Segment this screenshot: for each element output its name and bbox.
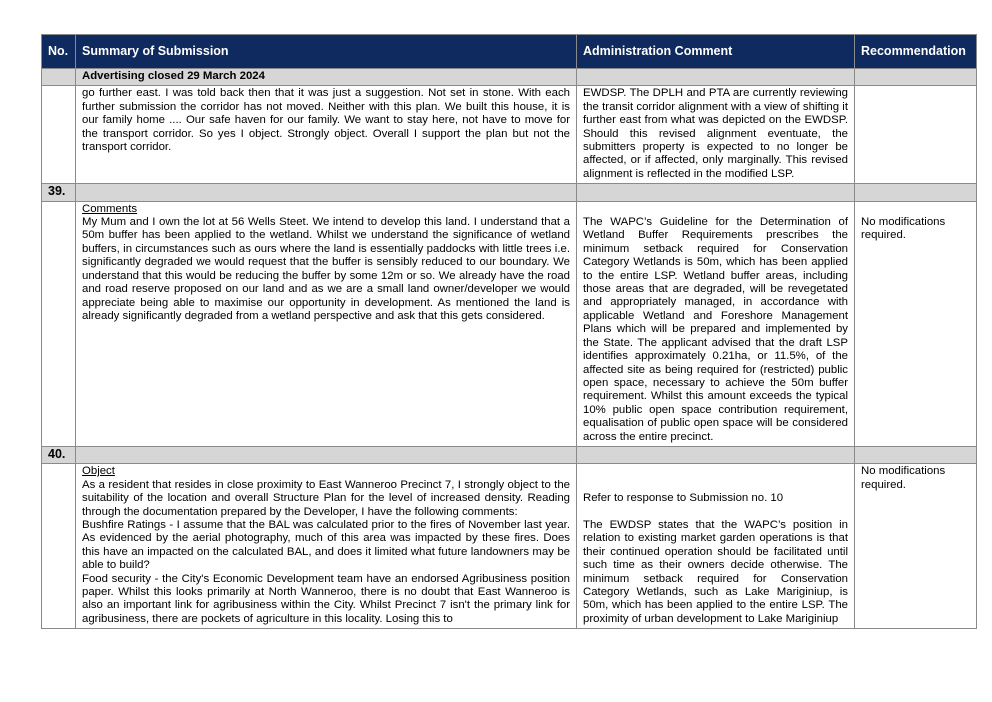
submission-type: Object xyxy=(82,465,115,478)
summary-cell xyxy=(76,201,577,446)
submission-number-row xyxy=(42,446,977,463)
summary-cell: go further east. I was told back then that it was just a suggestion. Not set in stone. With each further submission the corridor has not moved. Neither with this plan. We built this house, it is our family home .... Our safe haven for our family. We want to stay here, not have to move for the transport corridor. So yes I object. Strongly object. Overall I support the plan but not the transport corridor. xyxy=(76,86,577,184)
advertising-closed-label: Advertising closed 29 March 2024 xyxy=(76,69,577,86)
comment-paragraph: The EWDSP states that the WAPC’s position in relation to existing market garden operations is that their continued operation should be facilitated until such time as their owners decide otherwise. The minimum setback required for Conservation Category Wetlands, such as Lake Mariginiup, is 50m, which has been applied to the entire LSP. The proximity of urban development to Lake Mariginiup xyxy=(583,518,848,625)
header-comment: Administration Comment xyxy=(577,35,855,69)
advertising-row xyxy=(42,69,977,86)
submission-number: 40. xyxy=(42,446,76,463)
submission-number-row xyxy=(42,184,977,201)
recommendation-cell xyxy=(855,201,977,446)
comment-cell: EWDSP. The DPLH and PTA are currently reviewing the transit corridor alignment with a view of shifting it further east from what was depicted on the EWDSP. Should this revised alignment eventuate, the submitters property is expected to no longer be affected, or if affected, only marginally. This revised alignment is reflected in the modified LSP. xyxy=(577,86,855,184)
recommendation-cell xyxy=(855,464,977,629)
header-summary: Summary of Submission xyxy=(76,35,577,69)
submission-type: Comments xyxy=(82,202,138,215)
submission-number: 39. xyxy=(42,184,76,201)
comment-paragraph: Refer to response to Submission no. 10 xyxy=(583,492,784,505)
comment-text: The WAPC’s Guideline for the Determination of Wetland Buffer Requirements prescribes the minimum setback required for Conservation Category Wetlands is 50m, which has been applied to the entire LSP. Wetland buffer areas, including those areas that are degraded, will be revegetated and appropriately managed, in accordance with applicable Wetland and Foreshore Management Plans which will be prepared and implemented by the State. The applicant advised that the draft LSP identifies approximately 0.21ha, or 11.5%, of the affected site as being required for (restricted) public open space, necessary to achieve the 50m buffer requirement. Whilst this amount exceeds the typical 10% public open space contribution requirement, equalisation of public open space will be considered across the entire precinct. xyxy=(583,216,848,443)
comment-cell xyxy=(577,201,855,446)
table-row xyxy=(42,86,977,184)
table-row xyxy=(42,464,977,629)
table-header-row xyxy=(42,35,977,69)
table-row xyxy=(42,201,977,446)
recommendation-cell xyxy=(855,86,977,184)
summary-paragraph: Bushfire Ratings - I assume that the BAL was calculated prior to the fires of November last year. As evidenced by the aerial photography, much of this area was impacted by these fires. Does this have an impacted on the calculated BAL, and does it limited what future landowners may be able to build? xyxy=(82,518,570,572)
recommendation-text: No modifications required. xyxy=(861,465,946,491)
summary-cell xyxy=(76,464,577,629)
header-no: No. xyxy=(42,35,76,69)
recommendation-text: No modifications required. xyxy=(861,216,946,242)
submissions-table xyxy=(41,34,977,629)
summary-text: My Mum and I own the lot at 56 Wells Steet. We intend to develop this land. I understand that a 50m buffer has been applied to the wetland. Whilst we understand the significance of wetland buffers, in circumstances such as ours where the land is essentially paddocks with little trees i.e. significantly degraded we would request that the buffer is sensibly reduced to our boundary. We understand that this would be reducing the buffer by some 12m or so. We already have the road and road reserve proposed on our land and as we are a small land owner/developer we would appreciate being able to maximise our opportunity in development. As mentioned the land is already significantly degraded from a wetland perspective and ask that this gets considered. xyxy=(82,216,570,322)
comment-cell xyxy=(577,464,855,629)
header-recommendation: Recommendation xyxy=(855,35,977,69)
summary-paragraph: As a resident that resides in close proximity to East Wanneroo Precinct 7, I strongly object to the suitability of the location and overall Structure Plan for the level of increased density. Reading through the documentation prepared by the Developer, I have the following comments: xyxy=(82,478,570,518)
summary-paragraph: Food security - the City's Economic Development team have an endorsed Agribusiness position paper. Whilst this looks primarily at North Wanneroo, there is no doubt that East Wanneroo is also an important link for agribusiness within the City. Whilst Precinct 7 isn't the primary link for agribusiness, there are pockets of agriculture in this locality. Losing this to xyxy=(82,572,570,625)
